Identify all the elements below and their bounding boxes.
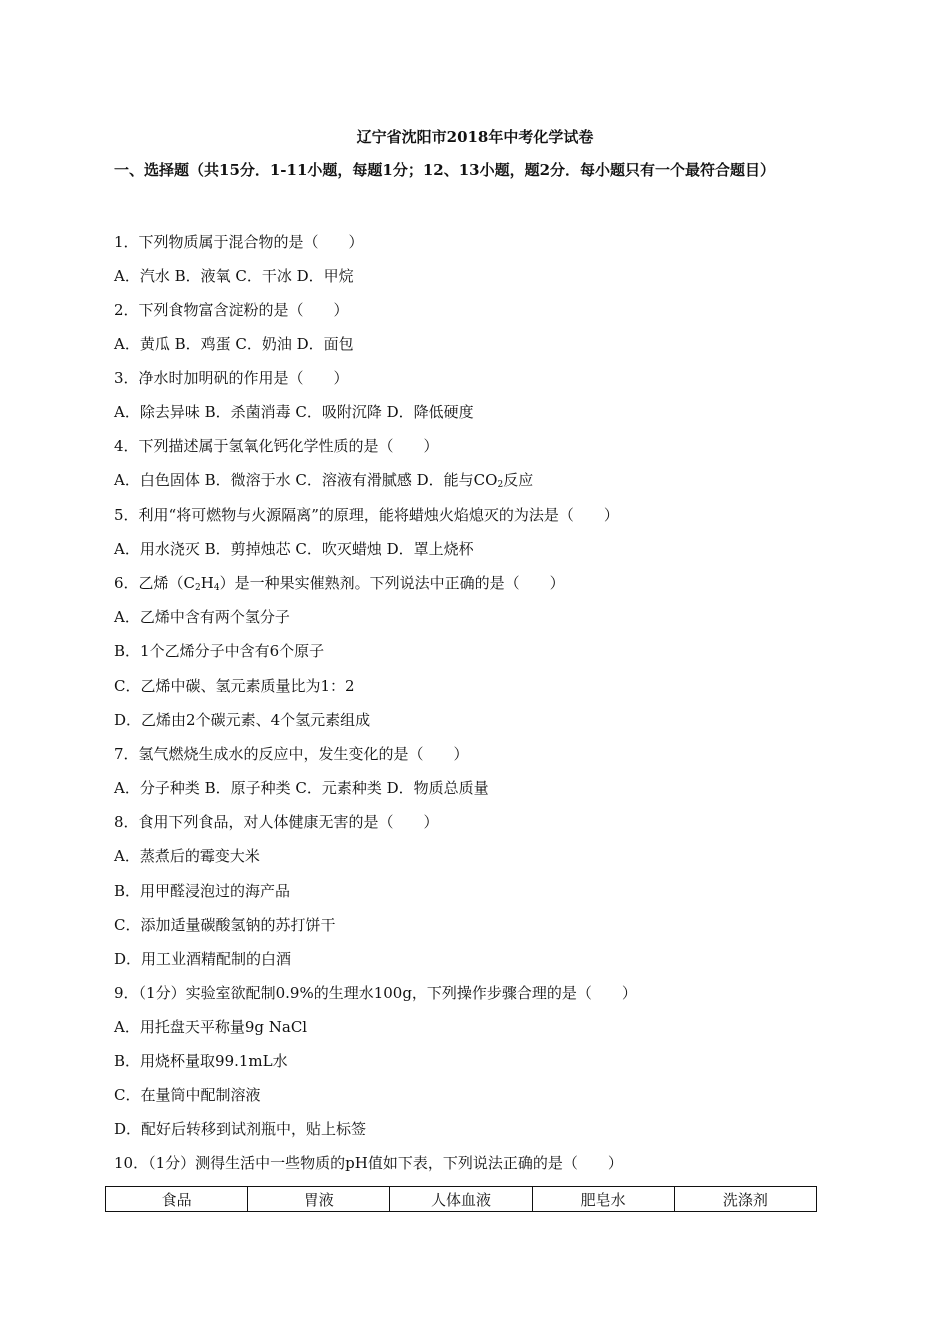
question-line: 10．（1分）测得生活中一些物质的pH值如下表，下列说法正确的是（ ）: [114, 1154, 623, 1172]
option-line: A．除去异味 B．杀菌消毒 C．吸附沉降 D．降低硬度: [114, 403, 474, 421]
option-line-q4: [114, 469, 533, 490]
option-line: D．用工业酒精配制的白酒: [114, 950, 292, 968]
question-line: 7．氢气燃烧生成水的反应中，发生变化的是（ ）: [114, 745, 469, 763]
question-line: 2．下列食物富含淀粉的是（ ）: [114, 301, 349, 319]
question-line: 9．（1分）实验室欲配制0.9%的生理水100g，下列操作步骤合理的是（ ）: [114, 984, 637, 1002]
option-line: D．配好后转移到试剂瓶中，贴上标签: [114, 1120, 367, 1138]
option-line: A．黄瓜 B．鸡蛋 C．奶油 D．面包: [114, 335, 354, 353]
text-run: 反应: [503, 471, 534, 489]
option-line: A．用托盘天平称量9g NaCl: [114, 1018, 308, 1036]
option-line: B．用烧杯量取99.1mL水: [114, 1052, 288, 1070]
question-line: 1．下列物质属于混合物的是（ ）: [114, 233, 364, 251]
text-run: 6．乙烯（C: [114, 574, 196, 592]
section-heading: 一、选择题（共15分．1-11小题，每题1分；12、13小题，题2分．每小题只有一个最符合题目）: [114, 161, 776, 179]
subscript: 2: [497, 480, 504, 490]
text-run: A．白色固体 B．微溶于水 C．溶液有滑腻感 D．能与CO: [114, 471, 498, 489]
option-line: C．添加适量碳酸氢钠的苏打饼干: [114, 916, 336, 934]
question-line: 3．净水时加明矾的作用是（ ）: [114, 369, 349, 387]
option-line: D．乙烯由2个碳元素、4个氢元素组成: [114, 711, 371, 729]
subscript: 2: [195, 583, 201, 593]
table-header-cell: 食品: [106, 1187, 248, 1212]
option-line: A．乙烯中含有两个氢分子: [114, 608, 290, 626]
option-line: C．在量筒中配制溶液: [114, 1086, 261, 1104]
option-line: A．用水浇灭 B．剪掉烛芯 C．吹灭蜡烛 D．罩上烧杯: [114, 540, 474, 558]
option-line: A．汽水 B．液氧 C．干冰 D．甲烷: [114, 267, 354, 285]
question-line: 5．利用“将可燃物与火源隔离”的原理，能将蜡烛火焰熄灭的为法是（ ）: [114, 506, 619, 524]
option-line: A．分子种类 B．原子种类 C．元素种类 D．物质总质量: [114, 779, 489, 797]
table-header-cell: 胃液: [248, 1187, 390, 1212]
question-line-q6: [114, 572, 565, 593]
text-run: ）是一种果实催熟剂。下列说法中正确的是（ ）: [219, 574, 565, 592]
subscript: 4: [213, 583, 220, 593]
option-line: B．1个乙烯分子中含有6个原子: [114, 642, 325, 660]
option-line: C．乙烯中碳、氢元素质量比为1：2: [114, 677, 355, 695]
option-line: A．蒸煮后的霉变大米: [114, 847, 260, 865]
table-row: [106, 1187, 817, 1212]
table-header-cell: 肥皂水: [532, 1187, 674, 1212]
table-header-cell: 人体血液: [390, 1187, 532, 1212]
table-header-cell: 洗涤剂: [674, 1187, 816, 1212]
text-run: H: [200, 574, 214, 592]
question-line: 4．下列描述属于氢氧化钙化学性质的是（ ）: [114, 437, 439, 455]
question-line: 8．食用下列食品，对人体健康无害的是（ ）: [114, 813, 439, 831]
option-line: B．用甲醛浸泡过的海产品: [114, 882, 291, 900]
ph-table: [105, 1186, 817, 1212]
page-title: 辽宁省沈阳市2018年中考化学试卷: [356, 128, 594, 146]
